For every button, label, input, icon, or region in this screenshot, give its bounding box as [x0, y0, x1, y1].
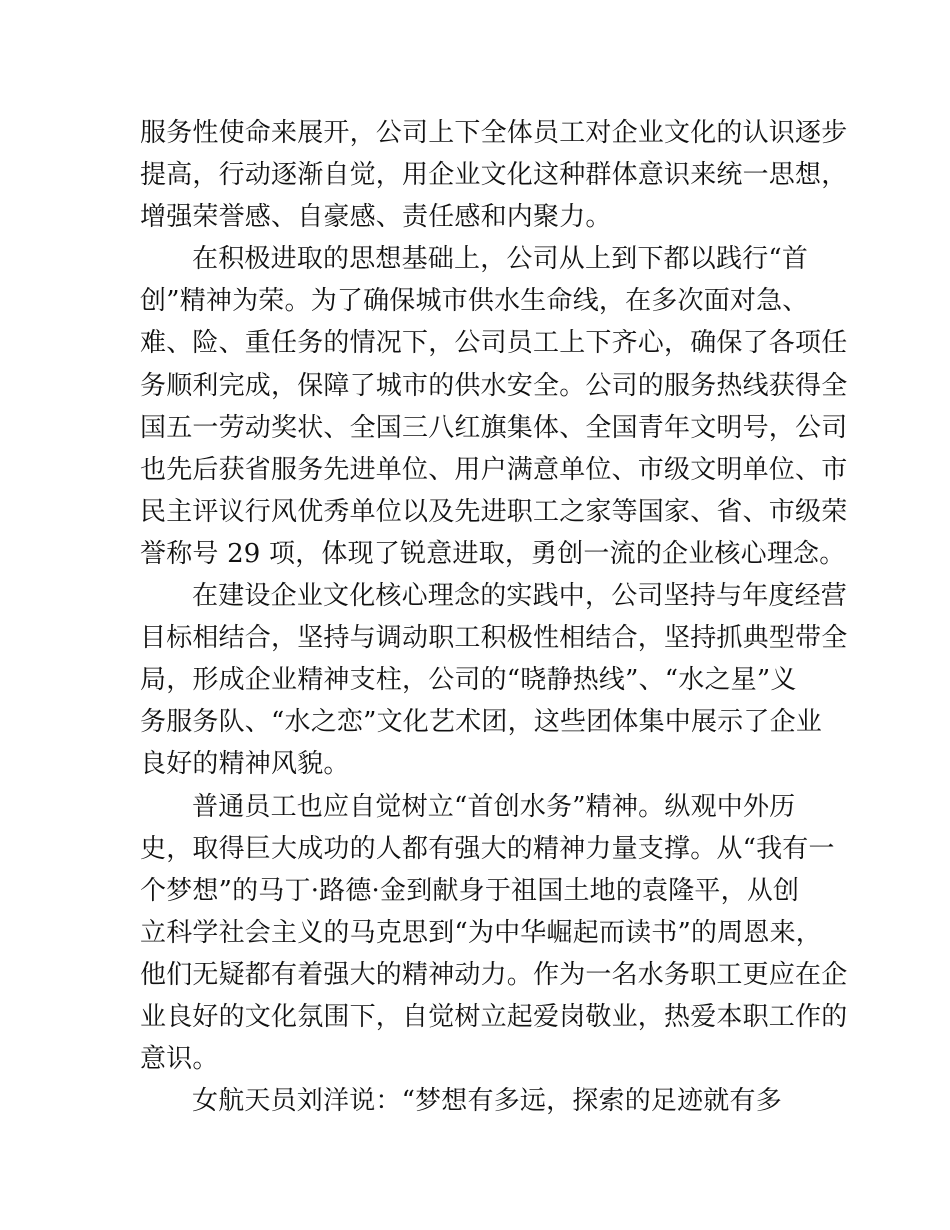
text-line: 史，取得巨大成功的人都有强大的精神力量支撑。从“我有一: [140, 833, 835, 864]
text-line: 业良好的文化氛围下，自觉树立起爱岗敬业，热爱本职工作的: [140, 1001, 848, 1032]
paragraph-start-line: 普通员工也应自觉树立“首创水务”精神。纵观中外历: [192, 791, 796, 822]
text-line: 誉称号 29 项，体现了锐意进取，勇创一流的企业核心理念。: [140, 538, 846, 569]
text-line: 服务性使命来展开，公司上下全体员工对企业文化的认识逐步: [140, 118, 848, 148]
document-body: [140, 112, 848, 1122]
text-line: 提高，行动逐渐自觉，用企业文化这种群体意识来统一思想，: [140, 160, 848, 191]
text-line: 立科学社会主义的马克思到“为中华崛起而读书”的周恩来，: [140, 917, 822, 948]
text-line: 增强荣誉感、自豪感、责任感和内聚力。: [140, 202, 612, 233]
text-line: 也先后获省服务先进单位、用户满意单位、市级文明单位、市: [140, 454, 848, 485]
text-line: 务顺利完成，保障了城市的供水安全。公司的服务热线获得全: [140, 370, 848, 401]
text-line: 良好的精神风貌。: [140, 749, 350, 780]
text-line: 国五一劳动奖状、全国三八红旗集体、全国青年文明号，公司: [140, 412, 848, 443]
text-line: 局，形成企业精神支柱，公司的“晓静热线”、“水之星”义: [140, 665, 797, 696]
paragraph-start-line: 在建设企业文化核心理念的实践中，公司坚持与年度经营: [192, 581, 848, 612]
text-line: 民主评议行风优秀单位以及先进职工之家等国家、省、市级荣: [140, 496, 848, 527]
text-line: 难、险、重任务的情况下，公司员工上下齐心，确保了各项任: [140, 328, 848, 359]
text-line: 个梦想”的马丁·路德·金到献身于祖国土地的袁隆平，从创: [140, 875, 800, 906]
text-line: 他们无疑都有着强大的精神动力。作为一名水务职工更应在企: [140, 959, 848, 990]
paragraph-start-line: 女航天员刘洋说：“梦想有多远，探索的足迹就有多: [192, 1086, 782, 1117]
text-line: 目标相结合，坚持与调动职工积极性相结合，坚持抓典型带全: [140, 623, 848, 654]
paragraph-start-line: 在积极进取的思想基础上，公司从上到下都以践行“首: [192, 244, 809, 275]
text-line: 意识。: [140, 1044, 219, 1075]
text-line: 创”精神为荣。为了确保城市供水生命线，在多次面对急、: [140, 286, 809, 317]
text-line: 务服务队、“水之恋”文化艺术团，这些团体集中展示了企业: [140, 707, 822, 738]
